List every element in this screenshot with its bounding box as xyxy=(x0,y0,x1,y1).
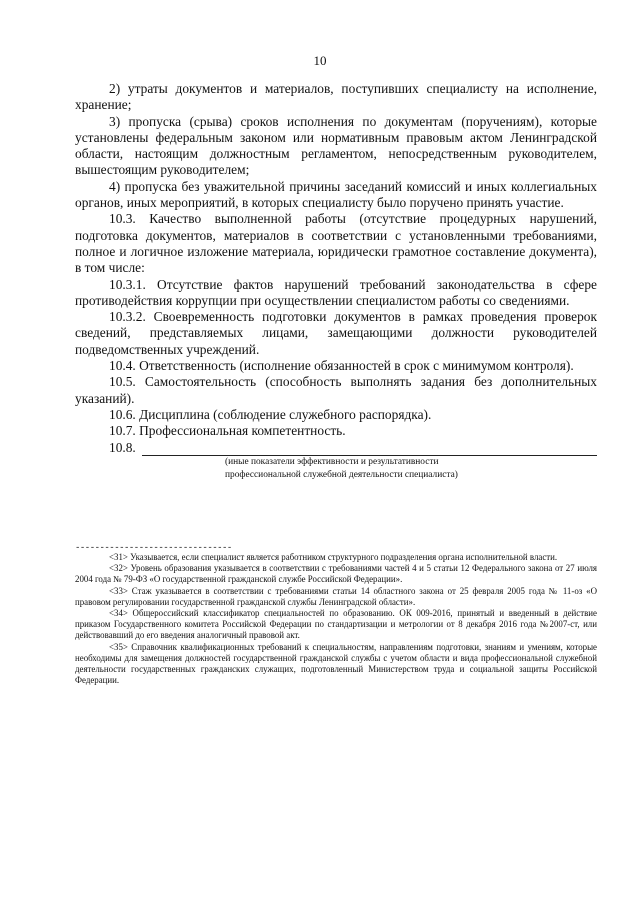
item-10-8-caption-line2: профессиональной служебной деятельности специалиста) xyxy=(225,469,458,480)
paragraph-10-6-discipline: 10.6. Дисциплина (соблюдение служебного распорядка). xyxy=(109,406,432,422)
page-number: 10 xyxy=(313,53,327,68)
paragraph-10-3-1: 10.3.1. Отсутствие фактов нарушений требований законодательства в сфере противодействия коррупции при осуществлении специалистом работы со сведениями. xyxy=(75,276,597,308)
paragraph-loss-of-documents: 2) утраты документов и материалов, поступивших специалисту на исполнение, хранение; xyxy=(75,81,597,113)
paragraph-10-8-blank xyxy=(75,440,597,456)
fill-in-line xyxy=(142,443,597,456)
footnotes xyxy=(75,552,597,686)
paragraph-10-3-2: 10.3.2. Своевременность подготовки документов в рамках проведения проверок сведений, представляемых лицами, замещающими должности руководителей подведомственных учреждений. xyxy=(75,309,597,357)
paragraph-missed-meetings: 4) пропуска без уважительной причины заседаний комиссий и иных коллегиальных органов, иных мероприятий, в которых специалисту было поручено принять участие. xyxy=(75,178,597,211)
paragraph-10-3-quality: 10.3. Качество выполненной работы (отсутствие процедурных нарушений, подготовка документов, материалов в соответствии с установленными требованиями, полное и логичное изложение материала, юридически грамотное составление документа), в том числе: xyxy=(75,211,597,276)
paragraph-10-5-independence: 10.5. Самостоятельность (способность выполнять задания без дополнительных указаний). xyxy=(75,374,597,406)
item-10-8-number: 10.8. xyxy=(109,439,136,455)
paragraph-10-4-responsibility: 10.4. Ответственность (исполнение обязанностей в срок с минимумом контроля). xyxy=(109,358,574,374)
paragraph-missed-deadlines: 3) пропуска (срыва) сроков исполнения по документам (поручениям), которые установлены федеральным законом или нормативным правовым актом Ленинградской области, настоящим должностным регламентом, непосредственным руководителем, вышестоящим руководителем; xyxy=(75,113,597,178)
main-text xyxy=(75,81,597,482)
footnote-32: <32> Уровень образования указывается в соответствии с требованиями частей 4 и 5 статьи 12 Федерального закона от 27 июля 2004 года № 79-ФЗ «О государственной гражданской службе Российской Федерации». xyxy=(75,563,597,585)
footnote-separator: -------------------------------- xyxy=(75,543,232,553)
footnote-34: <34> Общероссийский классификатор специальностей по образованию. ОК 009-2016, принятый и введенный в действие приказом Государственного комитета Российской Федерации по стандартизации и метрологии от 8 декабря 2016 года №2007-ст, или действовавший до его введения аналогичный правовой акт. xyxy=(75,608,597,641)
item-10-8-caption-line1: (иные показатели эффективности и результативности xyxy=(225,456,439,467)
footnote-33: <33> Стаж указывается в соответствии с требованиями статьи 14 областного закона от 25 февраля 2005 года № 11-оз «О правовом регулировании государственной гражданской службы Ленинградской области». xyxy=(75,585,597,607)
footnote-31: <31> Указывается, если специалист является работником структурного подразделения органа исполнительной власти. xyxy=(109,552,558,562)
footnote-35: <35> Справочник квалификационных требований к специальностям, направлениям подготовки, знаниям и умениям, которые необходимы для замещения должностей государственной гражданской службы с учетом области и вида профессиональной служебной деятельности государственных гражданских служащих, подготовленный Министерством труда и социальной защиты Российской Федерации. xyxy=(75,641,597,686)
paragraph-10-7-competence: 10.7. Профессиональная компетентность. xyxy=(109,423,346,439)
